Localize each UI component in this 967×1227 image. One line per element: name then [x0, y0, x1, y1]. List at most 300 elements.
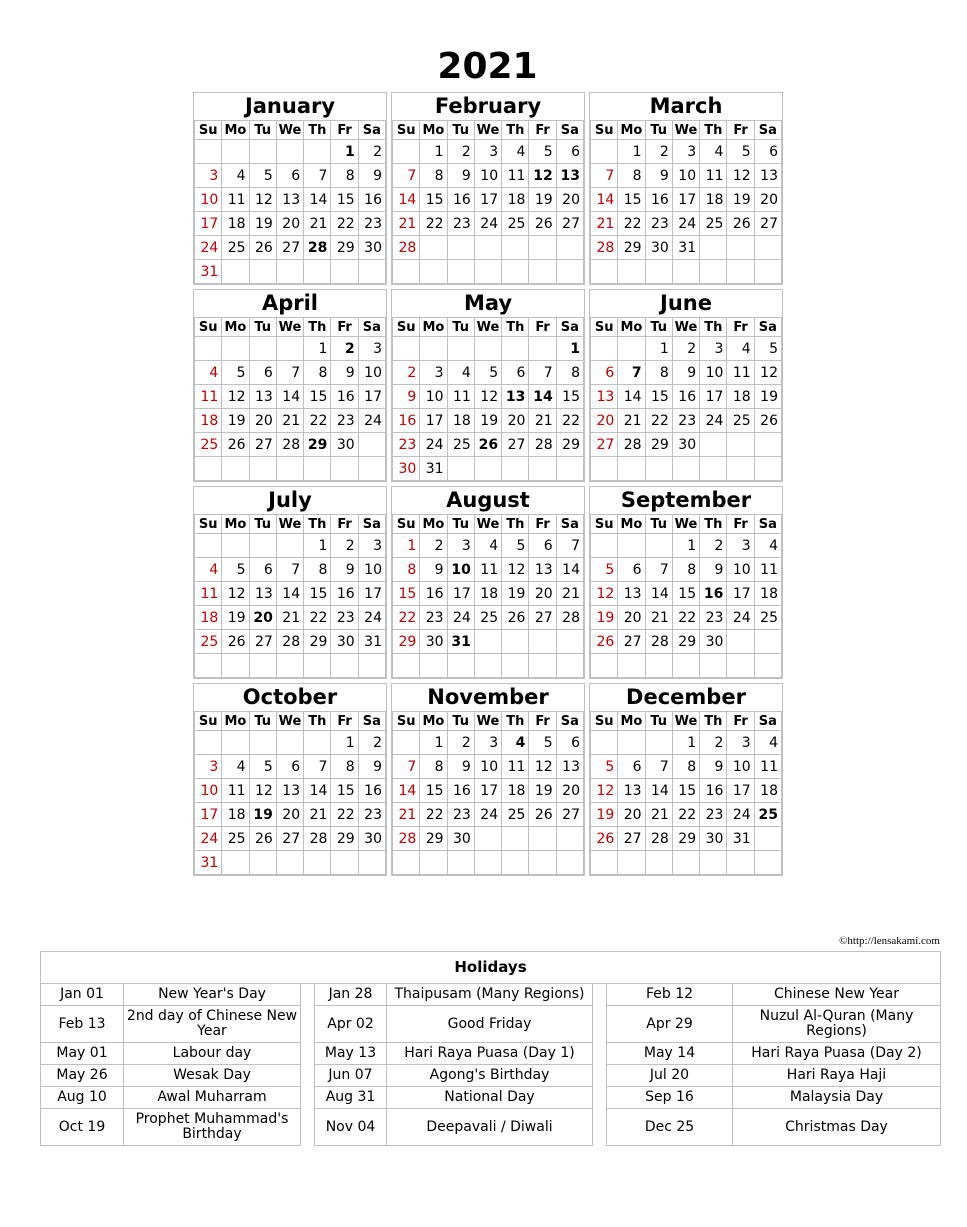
holiday-date: Apr 02	[315, 1006, 387, 1043]
weekday-label: Sa	[556, 712, 583, 731]
day-cell	[529, 827, 556, 851]
day-cell: 22	[618, 212, 645, 236]
week-row	[591, 803, 782, 827]
month-name: February	[434, 94, 542, 118]
weekday-label: Tu	[645, 515, 672, 534]
day-cell	[727, 260, 754, 284]
day-cell: 13	[618, 582, 645, 606]
day-cell: 27	[754, 212, 781, 236]
weekday-label: Sa	[754, 121, 781, 140]
day-cell	[556, 851, 583, 875]
day-cell: 18	[222, 803, 249, 827]
day-cell: 29	[618, 236, 645, 260]
week-row	[591, 337, 782, 361]
day-cell: 4	[700, 140, 727, 164]
day-cell: 1	[645, 337, 672, 361]
day-cell: 23	[447, 212, 474, 236]
day-cell	[591, 337, 618, 361]
day-cell: 30	[672, 433, 699, 457]
day-cell: 20	[618, 803, 645, 827]
day-cell: 12	[222, 385, 249, 409]
day-cell	[276, 337, 303, 361]
day-cell: 4	[727, 337, 754, 361]
weekday-label: We	[276, 712, 303, 731]
weekday-label: Su	[195, 515, 222, 534]
day-cell: 6	[276, 755, 303, 779]
day-cell: 3	[474, 140, 501, 164]
day-cell	[195, 457, 222, 481]
day-cell	[672, 260, 699, 284]
day-cell: 22	[420, 803, 447, 827]
day-cell	[304, 457, 331, 481]
holiday-date: Apr 29	[607, 1006, 733, 1043]
day-cell	[358, 457, 385, 481]
day-cell: 29	[393, 630, 420, 654]
weekday-header-row	[393, 318, 584, 337]
day-cell: 18	[195, 409, 222, 433]
day-cell: 16	[331, 385, 358, 409]
day-cell	[700, 654, 727, 678]
day-cell: 2	[331, 534, 358, 558]
day-cell: 27	[249, 433, 276, 457]
day-cell	[222, 140, 249, 164]
day-cell: 8	[331, 755, 358, 779]
day-cell: 10	[474, 755, 501, 779]
day-cell	[474, 457, 501, 481]
weekday-label: Th	[502, 121, 529, 140]
day-cell	[502, 457, 529, 481]
day-cell: 25	[754, 606, 781, 630]
day-cell	[249, 534, 276, 558]
day-cell: 22	[331, 212, 358, 236]
day-cell: 10	[672, 164, 699, 188]
month-days-table	[590, 711, 782, 875]
day-cell: 8	[304, 361, 331, 385]
day-cell: 31	[195, 260, 222, 284]
day-cell: 19	[502, 582, 529, 606]
day-cell: 12	[591, 582, 618, 606]
day-cell	[502, 851, 529, 875]
weekday-header-row	[195, 515, 386, 534]
week-row	[393, 803, 584, 827]
day-cell	[591, 260, 618, 284]
weekday-label: We	[474, 515, 501, 534]
weekday-label: Th	[700, 712, 727, 731]
day-cell: 16	[358, 779, 385, 803]
day-cell	[727, 630, 754, 654]
day-cell: 25	[474, 606, 501, 630]
day-cell: 18	[502, 779, 529, 803]
day-cell: 11	[754, 558, 781, 582]
week-row	[195, 140, 386, 164]
day-cell: 22	[304, 409, 331, 433]
day-cell: 1	[331, 731, 358, 755]
day-cell	[529, 236, 556, 260]
month-days-table	[392, 514, 584, 678]
day-cell: 2	[358, 140, 385, 164]
week-row	[195, 337, 386, 361]
day-cell: 17	[672, 188, 699, 212]
day-cell: 20	[556, 188, 583, 212]
weekday-label: Fr	[331, 712, 358, 731]
day-cell	[420, 851, 447, 875]
day-cell: 31	[672, 236, 699, 260]
day-cell	[727, 851, 754, 875]
day-cell: 6	[618, 558, 645, 582]
day-cell: 29	[331, 827, 358, 851]
month-block	[391, 289, 585, 482]
day-cell: 28	[529, 433, 556, 457]
day-cell: 20	[276, 803, 303, 827]
day-cell: 19	[222, 606, 249, 630]
day-cell: 28	[276, 630, 303, 654]
day-cell: 10	[195, 779, 222, 803]
weekday-header-row	[393, 121, 584, 140]
day-cell: 29	[645, 433, 672, 457]
weekday-label: Su	[393, 515, 420, 534]
month-name: April	[261, 291, 319, 315]
week-row	[195, 755, 386, 779]
day-cell	[502, 827, 529, 851]
day-cell	[195, 731, 222, 755]
holiday-date: Feb 12	[607, 984, 733, 1006]
week-row	[195, 558, 386, 582]
week-row	[591, 236, 782, 260]
month-days-table	[194, 514, 386, 678]
day-cell: 20	[529, 582, 556, 606]
day-cell: 27	[591, 433, 618, 457]
day-cell: 8	[645, 361, 672, 385]
month-name: October	[242, 685, 338, 709]
week-row	[591, 164, 782, 188]
day-cell: 11	[222, 779, 249, 803]
day-cell: 14	[304, 188, 331, 212]
day-cell: 15	[672, 779, 699, 803]
week-row	[195, 534, 386, 558]
week-row	[195, 851, 386, 875]
day-cell: 28	[645, 630, 672, 654]
day-cell: 10	[195, 188, 222, 212]
day-cell: 3	[474, 731, 501, 755]
weekday-label: Su	[393, 121, 420, 140]
day-cell: 4	[195, 361, 222, 385]
weekday-label: Th	[502, 318, 529, 337]
day-cell: 1	[672, 731, 699, 755]
day-cell: 6	[502, 361, 529, 385]
day-cell: 2	[331, 337, 358, 361]
week-row	[195, 361, 386, 385]
weekday-label: Mo	[420, 515, 447, 534]
day-cell: 13	[754, 164, 781, 188]
weekday-header-row	[393, 515, 584, 534]
week-row	[591, 755, 782, 779]
day-cell: 8	[420, 755, 447, 779]
weekday-label: Su	[195, 318, 222, 337]
weekday-label: Th	[304, 515, 331, 534]
day-cell	[447, 457, 474, 481]
day-cell: 9	[420, 558, 447, 582]
day-cell: 3	[727, 534, 754, 558]
day-cell	[249, 337, 276, 361]
day-cell: 30	[700, 827, 727, 851]
weekday-label: We	[474, 712, 501, 731]
day-cell: 9	[331, 361, 358, 385]
day-cell: 25	[754, 803, 781, 827]
day-cell	[591, 457, 618, 481]
day-cell: 26	[222, 433, 249, 457]
day-cell: 23	[331, 606, 358, 630]
day-cell: 21	[304, 212, 331, 236]
weekday-label: Th	[700, 515, 727, 534]
day-cell	[645, 731, 672, 755]
week-row	[195, 803, 386, 827]
day-cell: 1	[420, 140, 447, 164]
day-cell: 7	[645, 755, 672, 779]
day-cell: 23	[700, 606, 727, 630]
day-cell: 29	[556, 433, 583, 457]
week-row	[591, 433, 782, 457]
day-cell: 18	[754, 779, 781, 803]
day-cell: 28	[304, 827, 331, 851]
day-cell: 6	[529, 534, 556, 558]
day-cell: 20	[276, 212, 303, 236]
day-cell: 12	[249, 779, 276, 803]
holiday-name: Thaipusam (Many Regions)	[387, 984, 593, 1006]
holidays-title: Holidays	[41, 952, 941, 984]
day-cell: 3	[195, 755, 222, 779]
weekday-label: Th	[502, 515, 529, 534]
day-cell	[358, 260, 385, 284]
week-row	[195, 731, 386, 755]
day-cell: 24	[195, 827, 222, 851]
day-cell	[645, 534, 672, 558]
day-cell	[474, 654, 501, 678]
holiday-name: New Year's Day	[124, 984, 301, 1006]
week-row	[393, 457, 584, 481]
month-block	[391, 486, 585, 679]
day-cell	[529, 337, 556, 361]
day-cell: 21	[618, 409, 645, 433]
day-cell: 2	[447, 731, 474, 755]
week-row	[591, 654, 782, 678]
day-cell: 26	[222, 630, 249, 654]
day-cell: 9	[393, 385, 420, 409]
day-cell	[727, 654, 754, 678]
day-cell	[754, 457, 781, 481]
day-cell	[474, 851, 501, 875]
day-cell	[474, 260, 501, 284]
day-cell: 25	[222, 827, 249, 851]
day-cell: 1	[556, 337, 583, 361]
day-cell: 12	[529, 164, 556, 188]
weekday-label: Su	[195, 121, 222, 140]
holiday-date: Jul 20	[607, 1065, 733, 1087]
month-days-table	[392, 120, 584, 284]
day-cell: 27	[618, 630, 645, 654]
day-cell: 16	[393, 409, 420, 433]
day-cell	[249, 654, 276, 678]
day-cell: 6	[276, 164, 303, 188]
holiday-date: Aug 31	[315, 1087, 387, 1109]
month-row	[193, 486, 787, 679]
day-cell: 26	[249, 236, 276, 260]
day-cell	[700, 851, 727, 875]
day-cell: 26	[502, 606, 529, 630]
day-cell: 19	[754, 385, 781, 409]
day-cell: 23	[447, 803, 474, 827]
day-cell: 21	[276, 606, 303, 630]
day-cell: 15	[393, 582, 420, 606]
day-cell: 19	[249, 212, 276, 236]
weekday-label: Su	[591, 121, 618, 140]
day-cell	[502, 654, 529, 678]
day-cell: 12	[249, 188, 276, 212]
weekday-label: We	[672, 318, 699, 337]
day-cell: 23	[358, 803, 385, 827]
weekday-header-row	[591, 318, 782, 337]
day-cell: 13	[249, 385, 276, 409]
weekday-label: Tu	[645, 121, 672, 140]
day-cell	[591, 851, 618, 875]
day-cell: 5	[502, 534, 529, 558]
day-cell	[420, 236, 447, 260]
day-cell: 11	[700, 164, 727, 188]
weekday-label: Su	[591, 318, 618, 337]
weekday-label: Th	[304, 121, 331, 140]
day-cell: 17	[727, 582, 754, 606]
day-cell: 24	[358, 409, 385, 433]
day-cell: 16	[358, 188, 385, 212]
day-cell: 26	[754, 409, 781, 433]
day-cell: 26	[474, 433, 501, 457]
day-cell: 17	[358, 385, 385, 409]
day-cell: 3	[358, 534, 385, 558]
day-cell: 3	[447, 534, 474, 558]
day-cell: 23	[358, 212, 385, 236]
day-cell: 14	[556, 558, 583, 582]
day-cell: 7	[276, 558, 303, 582]
day-cell	[502, 260, 529, 284]
day-cell: 27	[502, 433, 529, 457]
weekday-label: Fr	[529, 712, 556, 731]
week-row	[591, 558, 782, 582]
day-cell: 21	[645, 803, 672, 827]
day-cell: 6	[249, 361, 276, 385]
day-cell: 20	[754, 188, 781, 212]
day-cell: 13	[276, 779, 303, 803]
day-cell: 14	[645, 779, 672, 803]
day-cell: 2	[393, 361, 420, 385]
month-block	[589, 486, 783, 679]
day-cell	[249, 851, 276, 875]
weekday-label: Fr	[529, 515, 556, 534]
day-cell: 1	[304, 534, 331, 558]
day-cell: 15	[304, 582, 331, 606]
day-cell	[447, 337, 474, 361]
day-cell: 2	[645, 140, 672, 164]
holiday-name: Good Friday	[387, 1006, 593, 1043]
day-cell: 13	[556, 164, 583, 188]
day-cell	[304, 140, 331, 164]
day-cell	[502, 236, 529, 260]
day-cell: 8	[618, 164, 645, 188]
day-cell: 29	[304, 433, 331, 457]
month-row	[193, 92, 787, 285]
day-cell: 7	[645, 558, 672, 582]
holiday-date: May 01	[41, 1043, 124, 1065]
week-row	[393, 606, 584, 630]
weekday-label: We	[672, 515, 699, 534]
month-block	[589, 289, 783, 482]
day-cell: 9	[447, 755, 474, 779]
weekday-label: We	[474, 318, 501, 337]
day-cell	[420, 260, 447, 284]
day-cell: 19	[529, 188, 556, 212]
day-cell: 10	[700, 361, 727, 385]
day-cell	[645, 457, 672, 481]
weekday-header-row	[591, 515, 782, 534]
weekday-label: Mo	[420, 712, 447, 731]
week-row	[393, 779, 584, 803]
day-cell: 21	[556, 582, 583, 606]
weekday-label: Tu	[249, 515, 276, 534]
day-cell: 16	[447, 188, 474, 212]
day-cell: 16	[420, 582, 447, 606]
day-cell: 2	[358, 731, 385, 755]
holiday-row	[41, 1065, 941, 1087]
weekday-label: We	[276, 121, 303, 140]
day-cell	[529, 260, 556, 284]
day-cell: 26	[591, 827, 618, 851]
week-row	[195, 385, 386, 409]
day-cell: 7	[556, 534, 583, 558]
day-cell: 29	[672, 827, 699, 851]
day-cell	[447, 654, 474, 678]
day-cell: 5	[727, 140, 754, 164]
month-block	[193, 289, 387, 482]
holiday-date: Oct 19	[41, 1109, 124, 1146]
day-cell: 29	[304, 630, 331, 654]
day-cell	[331, 260, 358, 284]
week-row	[393, 236, 584, 260]
day-cell: 24	[700, 409, 727, 433]
day-cell: 22	[393, 606, 420, 630]
day-cell: 14	[276, 582, 303, 606]
holiday-row	[41, 1109, 941, 1146]
day-cell: 25	[447, 433, 474, 457]
holiday-name: Hari Raya Puasa (Day 2)	[733, 1043, 941, 1065]
weekday-label: Tu	[249, 121, 276, 140]
holiday-name: Nuzul Al-Quran (Many Regions)	[733, 1006, 941, 1043]
holiday-date: May 13	[315, 1043, 387, 1065]
column-spacer	[301, 1065, 315, 1087]
column-spacer	[593, 1043, 607, 1065]
month-name: January	[244, 94, 336, 118]
month-block	[391, 683, 585, 876]
day-cell: 15	[672, 582, 699, 606]
day-cell	[276, 851, 303, 875]
weekday-label: Sa	[556, 121, 583, 140]
day-cell	[474, 827, 501, 851]
day-cell: 7	[304, 755, 331, 779]
holiday-name: Agong's Birthday	[387, 1065, 593, 1087]
day-cell: 17	[727, 779, 754, 803]
holiday-date: Dec 25	[607, 1109, 733, 1146]
day-cell	[618, 337, 645, 361]
day-cell: 7	[591, 164, 618, 188]
day-cell: 5	[249, 164, 276, 188]
day-cell	[195, 337, 222, 361]
